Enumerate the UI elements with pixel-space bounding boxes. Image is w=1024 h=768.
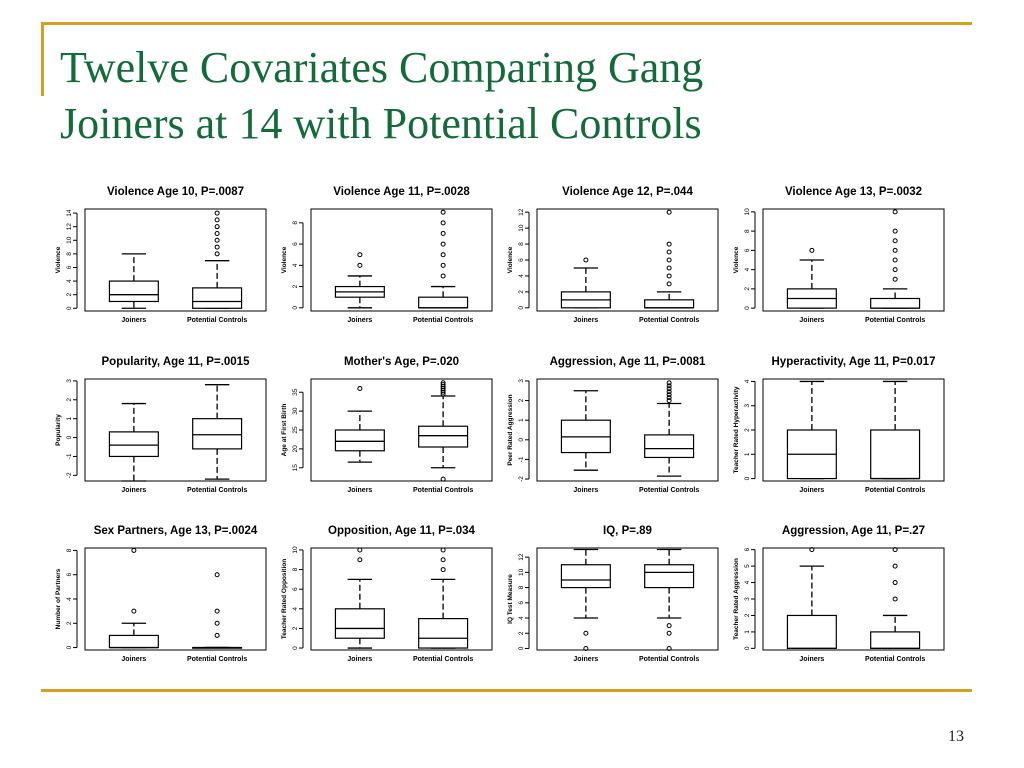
y-axis-label: Violence [733, 246, 740, 274]
box-joiners [787, 381, 836, 478]
y-tick-label: 3 [66, 379, 73, 383]
y-tick-label: 35 [292, 388, 299, 396]
chart-panel-12 [733, 525, 944, 663]
x-category-label: Potential Controls [412, 487, 474, 494]
chart-panel-3 [507, 186, 718, 324]
iqr-box [109, 281, 158, 301]
y-axis-label: Age at First Birth [281, 403, 288, 457]
box-joiners [109, 548, 158, 647]
outlier-point [810, 248, 814, 252]
iqr-box [871, 632, 920, 648]
box-potential-controls [871, 210, 920, 308]
box-potential-controls [645, 210, 694, 308]
iqr-box [419, 426, 468, 447]
y-tick-label: 4 [744, 267, 751, 272]
x-category-label: Potential Controls [638, 317, 700, 324]
chart-panel-4 [733, 186, 944, 324]
chart-title: Violence Age 11, P=.0028 [333, 186, 470, 198]
outlier-point [667, 282, 671, 286]
box-potential-controls [193, 211, 242, 308]
box-potential-controls [871, 381, 920, 478]
y-tick-label: 6 [292, 587, 299, 592]
chart-title: IQ, P=.89 [603, 525, 652, 537]
outlier-point [358, 558, 362, 562]
x-category-label: Joiners [347, 317, 373, 324]
outlier-point [893, 258, 897, 262]
iqr-box [109, 635, 158, 647]
y-axis-label: Peer Rated Aggression [507, 394, 514, 466]
x-category-label: Potential Controls [186, 317, 248, 324]
y-axis-label: Popularity [55, 414, 62, 446]
chart-panel-11 [507, 525, 718, 663]
y-tick-label: 4 [292, 606, 299, 611]
iqr-box [871, 298, 920, 308]
outlier-point [441, 221, 445, 225]
box-potential-controls [419, 548, 468, 648]
chart-title: Sex Partners, Age 13, P=.0024 [93, 525, 258, 537]
box-potential-controls [871, 548, 920, 649]
box-joiners [335, 548, 384, 648]
x-category-label: Joiners [121, 656, 147, 663]
y-tick-label: 8 [66, 252, 73, 256]
y-tick-label: 8 [292, 221, 299, 225]
y-axis-label: Teacher Rated Hyperactivity [733, 386, 740, 474]
outlier-point [893, 229, 897, 233]
x-category-label: Potential Controls [864, 487, 926, 494]
outlier-point [893, 581, 897, 585]
y-tick-label: 1 [66, 416, 73, 421]
box-joiners [787, 548, 836, 649]
outlier-point [215, 225, 219, 229]
box-potential-controls [645, 381, 694, 476]
outlier-point [441, 558, 445, 562]
y-tick-label: 0 [66, 435, 73, 440]
outlier-point [441, 548, 445, 552]
y-tick-label: 2 [518, 398, 525, 403]
y-tick-label: 0 [518, 646, 525, 651]
x-category-label: Potential Controls [412, 656, 474, 663]
x-category-label: Potential Controls [638, 487, 700, 494]
plot-frame [537, 548, 718, 650]
y-tick-label: 3 [744, 597, 751, 601]
y-tick-label: 8 [518, 242, 525, 246]
accent-bottom-line [41, 689, 972, 692]
iqr-box [419, 297, 468, 308]
y-tick-label: 2 [744, 287, 751, 291]
outlier-point [215, 245, 219, 249]
y-tick-label: 12 [518, 553, 525, 561]
y-tick-label: 1 [744, 630, 751, 634]
y-tick-label: 12 [518, 208, 525, 216]
chart-panel-10 [281, 525, 492, 663]
outlier-point [667, 250, 671, 254]
iqr-box [645, 435, 694, 458]
chart-panel-6 [281, 356, 492, 494]
box-potential-controls [645, 550, 694, 651]
y-tick-label: 15 [292, 464, 299, 472]
box-potential-controls [419, 210, 468, 308]
chart-title: Violence Age 10, P=.0087 [106, 186, 245, 198]
y-tick-label: 2 [744, 428, 751, 432]
box-joiners [109, 404, 158, 481]
page-number: 13 [948, 728, 964, 745]
outlier-point [358, 263, 362, 267]
x-category-label: Potential Controls [638, 656, 700, 663]
y-tick-label: 0 [292, 306, 299, 310]
y-tick-label: 3 [518, 379, 525, 383]
x-category-label: Joiners [573, 317, 599, 324]
y-tick-label: 4 [518, 274, 525, 278]
slide-title-line-2: Joiners at 14 with Potential Controls [60, 99, 702, 148]
y-tick-label: 2 [292, 284, 299, 289]
outlier-point [215, 573, 219, 577]
iqr-box [645, 565, 694, 588]
y-tick-label: 14 [66, 209, 73, 217]
y-tick-label: 0 [518, 437, 525, 442]
outlier-point [584, 631, 588, 635]
outlier-point [893, 268, 897, 272]
outlier-point [215, 633, 219, 637]
x-category-label: Joiners [121, 487, 147, 494]
chart-title: Popularity, Age 11, P=.0015 [101, 356, 250, 368]
x-category-label: Potential Controls [186, 487, 248, 494]
chart-panel-1 [55, 186, 266, 324]
y-tick-label: 4 [744, 379, 751, 384]
x-category-label: Joiners [799, 487, 825, 494]
chart-panel-8 [733, 356, 944, 494]
y-tick-label: 2 [66, 621, 73, 626]
box-potential-controls [419, 381, 468, 481]
y-tick-label: 2 [292, 626, 299, 631]
y-tick-label: 6 [518, 258, 525, 262]
y-tick-label: 1 [518, 418, 525, 423]
outlier-point [667, 210, 671, 214]
y-tick-label: 8 [518, 585, 525, 590]
outlier-point [215, 621, 219, 625]
x-category-label: Joiners [347, 656, 373, 663]
y-tick-label: 0 [292, 646, 299, 650]
iqr-box [335, 430, 384, 451]
y-axis-label: Violence [507, 246, 514, 274]
x-category-label: Joiners [799, 656, 825, 663]
iqr-box [335, 609, 384, 638]
outlier-point [667, 242, 671, 246]
chart-title: Aggression, Age 11, P=.27 [781, 525, 926, 537]
y-tick-label: 4 [66, 279, 73, 283]
outlier-point [441, 568, 445, 572]
box-joiners [561, 391, 610, 470]
y-tick-label: 4 [66, 597, 73, 601]
x-category-label: Joiners [121, 317, 147, 324]
y-tick-label: 0 [518, 306, 525, 310]
y-tick-label: 10 [66, 236, 73, 244]
outlier-point [667, 258, 671, 262]
outlier-point [358, 548, 362, 552]
x-category-label: Potential Controls [864, 317, 926, 324]
outlier-point [667, 266, 671, 270]
iqr-box [419, 619, 468, 648]
y-tick-label: 0 [66, 645, 73, 650]
box-joiners [109, 254, 158, 308]
y-tick-label: 4 [518, 616, 525, 620]
plot-frame [85, 548, 266, 650]
outlier-point [441, 242, 445, 246]
y-axis-label: Teacher Rated Opposition [281, 558, 288, 640]
outlier-point [893, 564, 897, 568]
y-tick-label: 6 [518, 600, 525, 605]
outlier-point [893, 597, 897, 601]
y-tick-label: -1 [518, 456, 525, 463]
outlier-point [215, 211, 219, 215]
y-tick-label: 8 [744, 229, 751, 233]
outlier-point [893, 277, 897, 281]
chart-title: Hyperactivity, Age 11, P=0.017 [771, 356, 936, 368]
y-axis-label: Teacher Rated Aggression [733, 558, 740, 640]
iqr-box [193, 288, 242, 308]
y-tick-label: 25 [292, 426, 299, 434]
y-axis-label: Number of Partners [55, 568, 62, 630]
chart-panel-2 [281, 186, 492, 324]
box-joiners [787, 248, 836, 308]
y-tick-label: 4 [744, 580, 751, 585]
y-tick-label: 30 [292, 407, 299, 415]
outlier-point [441, 231, 445, 235]
box-joiners [561, 550, 610, 651]
outlier-point [441, 253, 445, 257]
iqr-box [871, 430, 920, 479]
chart-title: Opposition, Age 11, P=.034 [328, 525, 475, 537]
y-tick-label: 8 [66, 548, 73, 553]
outlier-point [584, 258, 588, 262]
y-tick-label: 6 [66, 572, 73, 577]
y-tick-label: 10 [292, 546, 299, 554]
y-tick-label: 10 [744, 208, 751, 216]
outlier-point [441, 263, 445, 267]
y-tick-label: 2 [518, 290, 525, 294]
y-tick-label: 6 [66, 265, 73, 270]
y-tick-label: 8 [292, 567, 299, 572]
y-tick-label: -2 [66, 472, 73, 479]
x-category-label: Potential Controls [412, 317, 474, 324]
outlier-point [358, 253, 362, 257]
outlier-point [441, 210, 445, 214]
outlier-point [215, 238, 219, 242]
chart-panel-7 [507, 356, 718, 494]
y-tick-label: 0 [744, 306, 751, 310]
y-axis-label: IQ Test Measure [507, 574, 514, 624]
y-tick-label: 6 [744, 248, 751, 253]
x-category-label: Potential Controls [864, 656, 926, 663]
outlier-point [132, 548, 136, 552]
chart-panel-5 [55, 356, 266, 494]
y-tick-label: 12 [66, 223, 73, 231]
y-tick-label: 0 [744, 476, 751, 481]
y-tick-label: 4 [292, 263, 299, 268]
y-tick-label: 3 [744, 403, 751, 408]
iqr-box [787, 615, 836, 648]
outlier-point [667, 274, 671, 278]
y-tick-label: 2 [744, 613, 751, 618]
iqr-box [645, 300, 694, 308]
outlier-point [893, 210, 897, 214]
x-category-label: Joiners [573, 487, 599, 494]
outlier-point [215, 609, 219, 613]
box-potential-controls [193, 385, 242, 479]
x-category-label: Joiners [799, 317, 825, 324]
outlier-point [132, 609, 136, 613]
y-tick-label: 5 [744, 564, 751, 568]
x-category-label: Potential Controls [186, 656, 248, 663]
outlier-point [215, 231, 219, 235]
outlier-point [667, 631, 671, 635]
chart-title: Violence Age 12, P=.044 [562, 186, 693, 198]
outlier-point [358, 386, 362, 390]
outlier-point [667, 624, 671, 628]
outlier-point [441, 274, 445, 278]
x-category-label: Joiners [347, 487, 373, 494]
box-joiners [561, 258, 610, 308]
y-tick-label: 10 [518, 224, 525, 232]
chart-title: Aggression, Age 11, P=.0081 [549, 356, 706, 368]
chart-title: Mother's Age, P=.020 [343, 356, 460, 368]
box-potential-controls [193, 573, 242, 648]
slide-title-line-1: Twelve Covariates Comparing Gang [60, 43, 704, 92]
outlier-point [893, 248, 897, 252]
y-axis-label: Violence [55, 246, 62, 274]
outlier-point [215, 252, 219, 256]
y-tick-label: 10 [518, 568, 525, 576]
x-category-label: Joiners [573, 656, 599, 663]
y-tick-label: 0 [744, 646, 751, 651]
y-tick-label: 6 [744, 547, 751, 552]
iqr-box [193, 419, 242, 449]
y-tick-label: 2 [518, 631, 525, 636]
box-joiners [335, 253, 384, 308]
y-tick-label: 2 [66, 397, 73, 402]
iqr-box [109, 432, 158, 457]
y-tick-label: 1 [744, 452, 751, 457]
y-tick-label: 2 [66, 292, 73, 297]
y-tick-label: -2 [518, 476, 525, 482]
y-tick-label: 0 [66, 306, 73, 311]
y-tick-label: 20 [292, 445, 299, 453]
y-tick-label: 6 [292, 242, 299, 246]
iqr-box [561, 565, 610, 588]
chart-title: Violence Age 13, P=.0032 [784, 186, 923, 198]
outlier-point [893, 239, 897, 243]
y-tick-label: -1 [66, 453, 73, 460]
chart-panel-9 [55, 525, 266, 663]
outlier-point [215, 218, 219, 222]
y-axis-label: Violence [281, 246, 288, 274]
box-joiners [335, 386, 384, 462]
